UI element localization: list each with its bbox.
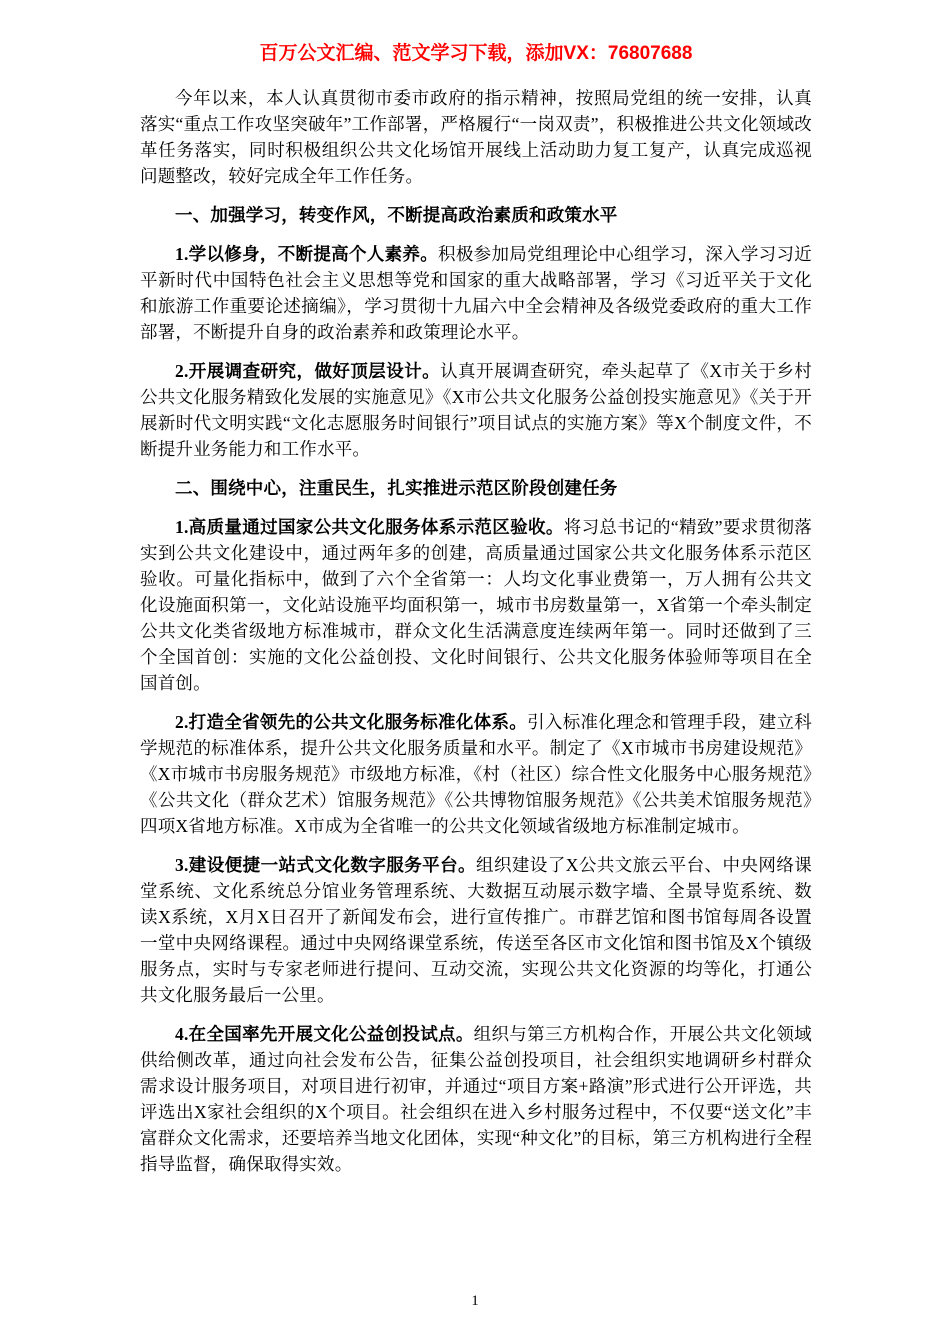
paragraph: 1.高质量通过国家公共文化服务体系示范区验收。将习总书记的“精致”要求贯彻落实到公共文化建设中，通过两年多的创建，高质量通过国家公共文化服务体系示范区验收。可量化指标中，做到了六个全省第一：人均文化事业费第一，万人拥有公共文化设施面积第一，文化站设施平均面积第一，城市书房数量第一，X省第一个牵头制定公共文化类省级地方标准城市，群众文化生活满意度连续两年第一。同时还做到了三个全国首创：实施的文化公益创投、文化时间银行、公共文化服务体验师等项目在全国首创。 [140, 517, 812, 693]
paragraph: 今年以来，本人认真贯彻市委市政府的指示精神，按照局党组的统一安排，认真落实“重点工作攻坚突破年”工作部署，严格履行“一岗双责”，积极推进公共文化领域改革任务落实，同时积极组织公共文化场馆开展线上活动助力复工复产，认真完成巡视问题整改，较好完成全年工作任务。 [140, 88, 812, 186]
paragraph: 3.建设便捷一站式文化数字服务平台。组织建设了X公共文旅云平台、中央网络课堂系统、文化系统总分馆业务管理系统、大数据互动展示数字墙、全景导览系统、数读X系统，X月X日召开了新闻发布会，进行宣传推广。市群艺馆和图书馆每周各设置一堂中央网络课程。通过中央网络课堂系统，传送至各区市文化馆和图书馆及X个镇级服务点，实时与专家老师进行提问、互动交流，实现公共文化资源的均等化，打通公共文化服务最后一公里。 [140, 855, 812, 1005]
promo-notice: 百万公文汇编、范文学习下载，添加VX：76807688 [259, 43, 693, 64]
section-heading: 二、围绕中心，注重民生，扎实推进示范区阶段创建任务 [175, 478, 618, 498]
paragraph: 2.打造全省领先的公共文化服务标准化体系。引入标准化理念和管理手段，建立科学规范的标准体系，提升公共文化服务质量和水平。制定了《X市城市书房建设规范》《X市城市书房服务规范》市级地方标准，《村（社区）综合性文化服务中心服务规范》《公共文化（群众艺术）馆服务规范》《公共博物馆服务规范》《公共美术馆服务规范》四项X省地方标准。X市成为全省唯一的公共文化领域省级地方标准制定城市。 [140, 712, 812, 836]
paragraph: 4.在全国率先开展文化公益创投试点。组织与第三方机构合作，开展公共文化领域供给侧改革，通过向社会发布公告，征集公益创投项目，社会组织实地调研乡村群众需求设计服务项目，对项目进行初审，并通过“项目方案+路演”形式进行公开评选，共评选出X家社会组织的X个项目。社会组织在进入乡村服务过程中，不仅要“送文化”丰富群众文化需求，还要培养当地文化团体，实现“种文化”的目标，第三方机构进行全程指导监督，确保取得实效。 [140, 1024, 812, 1174]
paragraph-lead: 3.建设便捷一站式文化数字服务平台。 [175, 855, 477, 875]
paragraph-lead: 4.在全国率先开展文化公益创投试点。 [175, 1024, 474, 1044]
paragraph: 1.学以修身，不断提高个人素养。积极参加局党组理论中心组学习，深入学习习近平新时代中国特色社会主义思想等党和国家的重大战略部署，学习《习近平关于文化和旅游工作重要论述摘编》，学习贯彻十九届六中全会精神及各级党委政府的重大工作部署，不断提升自身的政治素养和政策理论水平。 [140, 244, 812, 342]
paragraph-lead: 1.高质量通过国家公共文化服务体系示范区验收。 [175, 517, 564, 537]
page-number: 1 [471, 1293, 479, 1309]
paragraph-lead: 2.开展调查研究，做好顶层设计。 [175, 361, 441, 381]
paragraph-lead: 1.学以修身，不断提高个人素养。 [175, 244, 439, 264]
paragraph-lead: 2.打造全省领先的公共文化服务标准化体系。 [175, 712, 528, 732]
document-body [140, 85, 812, 1177]
paragraph: 2.开展调查研究，做好顶层设计。认真开展调查研究，牵头起草了《X市关于乡村公共文化服务精致化发展的实施意见》《X市公共文化服务公益创投实施意见》《关于开展新时代文明实践“文化志愿服务时间银行”项目试点的实施方案》等X个制度文件，不断提升业务能力和工作水平。 [140, 361, 812, 459]
section-heading: 一、加强学习，转变作风，不断提高政治素质和政策水平 [175, 205, 618, 225]
